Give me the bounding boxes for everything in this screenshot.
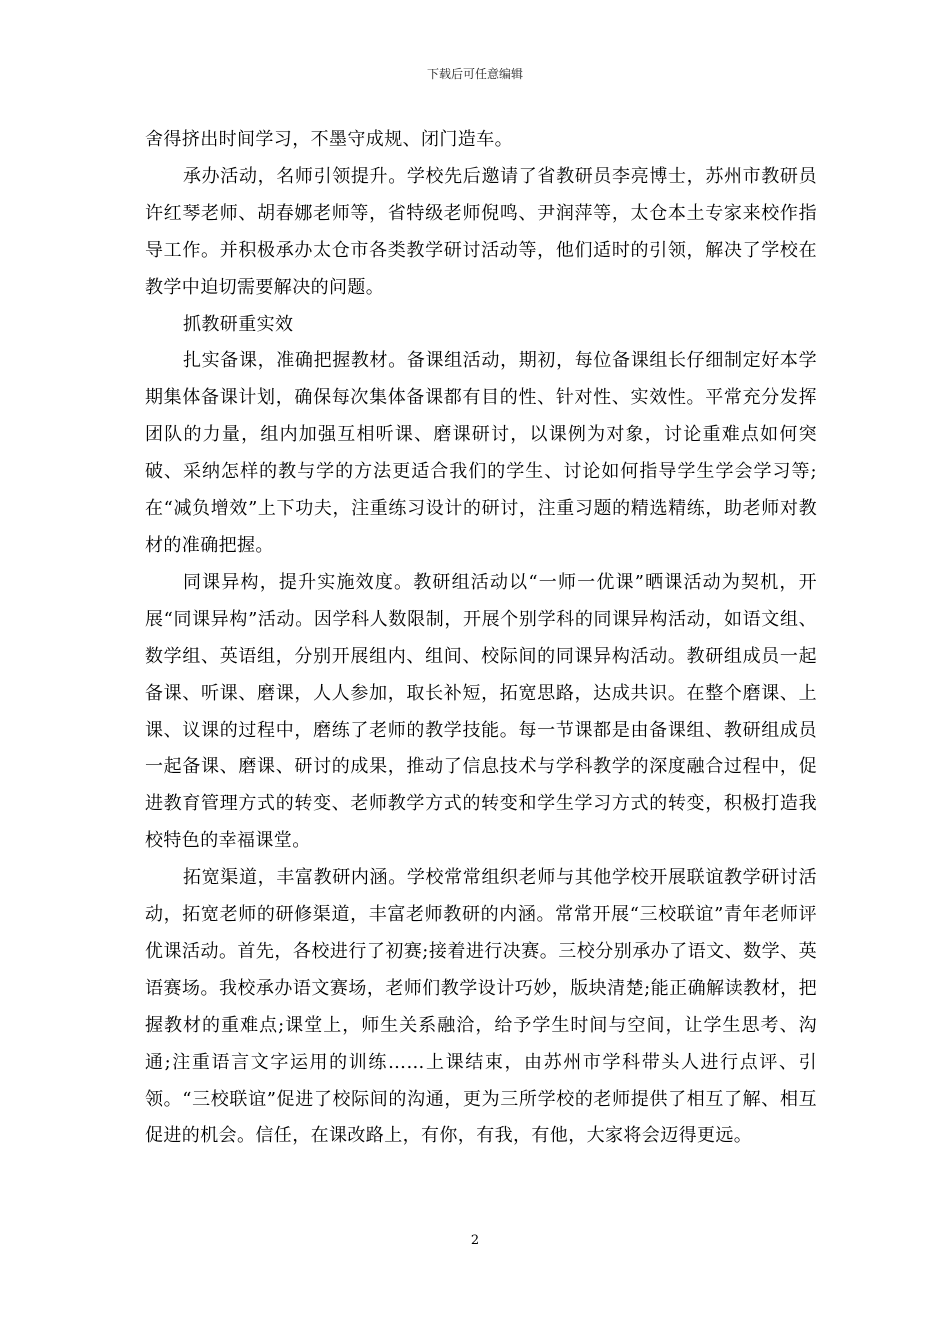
page-header: 下载后可任意编辑 bbox=[426, 67, 523, 81]
paragraph-1: 舍得挤出时间学习，不墨守成规、闭门造车。 bbox=[145, 129, 513, 150]
paragraph-4: 同课异构，提升实施效度。教研组活动以“一师一优课”晒课活动为契机，开展“同课异构”活动。因学科人数限制，开展个别学科的同课异构活动，如语文组、数学组、英语组，分别开展组内、组间、校际间的同课异构活动。教研组成员一起备课、听课、磨课，人人参加，取长补短，拓宽思路，达成共识。在整个磨课、上课、议课的过程中，磨练了老师的教学技能。每一节课都是由备课组、教研组成员一起备课、磨课、研讨的成果，推动了信息技术与学科教学的深度融合过程中，促进教育管理方式的转变、老师教学方式的转变和学生学习方式的转变，积极打造我校特色的幸福课堂。 bbox=[145, 571, 817, 852]
document-body bbox=[145, 122, 817, 1155]
page-number: 2 bbox=[470, 1233, 480, 1248]
paragraph-3: 扎实备课，准确把握教材。备课组活动，期初，每位备课组长仔细制定好本学期集体备课计划，确保每次集体备课都有目的性、针对性、实效性。平常充分发挥团队的力量，组内加强互相听课、磨课研讨，以课例为对象，讨论重难点如何突破、采纳怎样的教与学的方法更适合我们的学生、讨论如何指导学生学会学习等;在“减负增效”上下功夫，注重练习设计的研讨，注重习题的精选精练，助老师对教材的准确把握。 bbox=[145, 350, 817, 556]
paragraph-2: 承办活动，名师引领提升。学校先后邀请了省教研员李亮博士，苏州市教研员许红琴老师、胡春娜老师等，省特级老师倪鸣、尹润萍等，太仓本土专家来校作指导工作。并积极承办太仓市各类教学研讨活动等，他们适时的引领，解决了学校在教学中迫切需要解决的问题。 bbox=[145, 165, 817, 298]
section-heading: 抓教研重实效 bbox=[183, 313, 294, 335]
paragraph-5: 拓宽渠道，丰富教研内涵。学校常常组织老师与其他学校开展联谊教学研讨活动，拓宽老师的研修渠道，丰富老师教研的内涵。常常开展“三校联谊”青年老师评优课活动。首先，各校进行了初赛;接着进行决赛。三校分别承办了语文、数学、英语赛场。我校承办语文赛场，老师们教学设计巧妙，版块清楚;能正确解读教材，把握教材的重难点;课堂上，师生关系融洽，给予学生时间与空间，让学生思考、沟通;注重语言文字运用的训练……上课结束，由苏州市学科带头人进行点评、引领。“三校联谊”促进了校际间的沟通，更为三所学校的老师提供了相互了解、相互促进的机会。信任，在课改路上，有你，有我，有他，大家将会迈得更远。 bbox=[145, 867, 817, 1147]
